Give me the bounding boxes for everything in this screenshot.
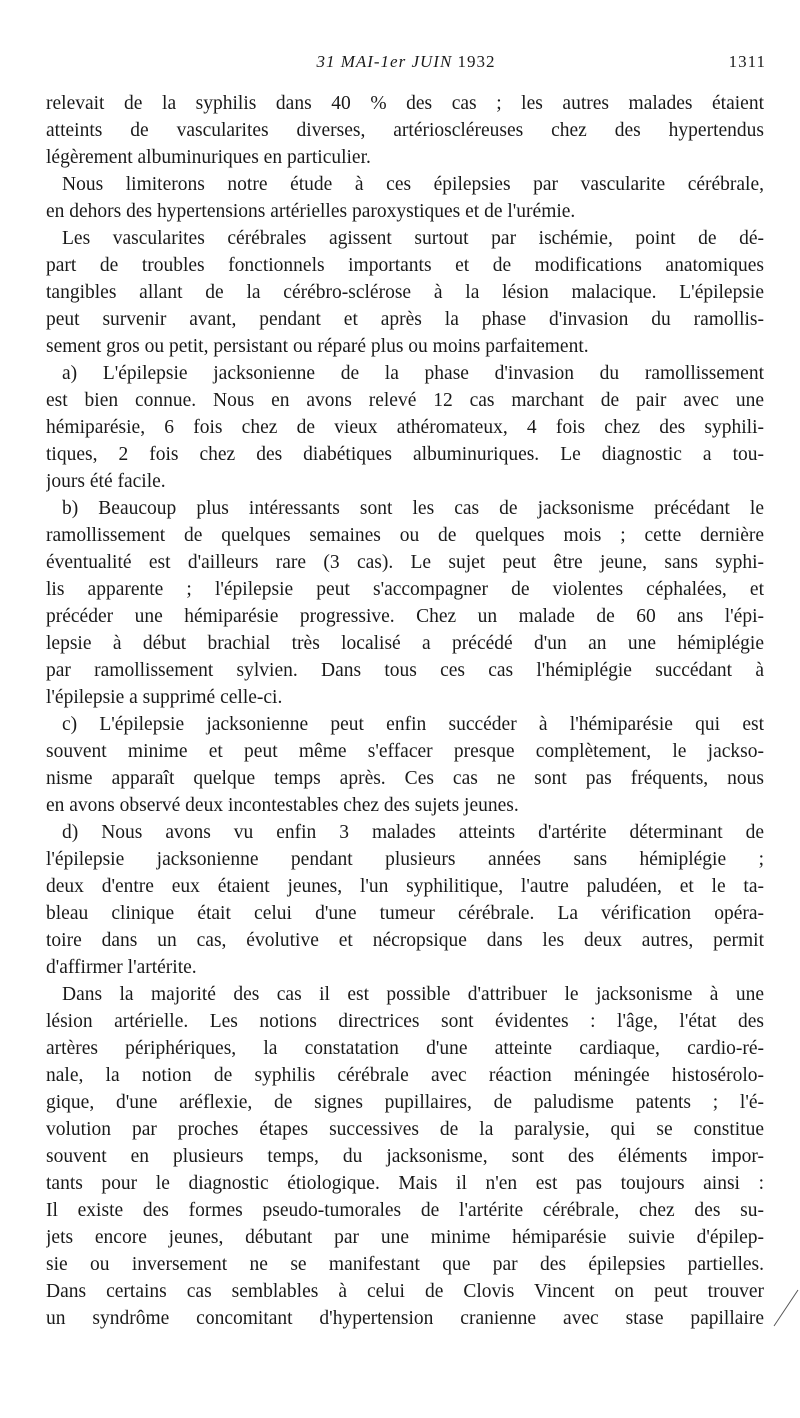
text-line: d) Nous avons vu enfin 3 malades atteints d'artérite déterminant de (62, 822, 764, 843)
text-line: volution par proches étapes successives de la paralysie, qui se constitue (46, 1119, 764, 1140)
text-line: jets encore jeunes, débutant par une minime hémiparésie suivie d'épilep- (46, 1227, 764, 1248)
issue-date (46, 52, 766, 72)
text-line: éventualité est d'ailleurs rare (3 cas). Le sujet peut être jeune, sans syphi- (46, 552, 764, 573)
text-line: précéder une hémiparésie progressive. Chez un malade de 60 ans l'épi- (46, 606, 764, 627)
text-line: b) Beaucoup plus intéressants sont les cas de jacksonisme précédant le (62, 498, 764, 519)
text-line: nisme apparaît quelque temps après. Ces cas ne sont pas fréquents, nous (46, 768, 764, 789)
text-line: un syndrôme concomitant d'hypertension cranienne avec stase papillaire (46, 1308, 764, 1329)
text-line: nale, la notion de syphilis cérébrale avec réaction méningée histosérolo- (46, 1065, 764, 1086)
text-line: gique, d'une aréflexie, de signes pupillaires, de paludisme patents ; l'é- (46, 1092, 764, 1113)
text-line: Dans certains cas semblables à celui de Clovis Vincent on peut trouver (46, 1281, 764, 1302)
text-line: a) L'épilepsie jacksonienne de la phase d'invasion du ramollissement (62, 363, 764, 384)
text-line: lésion artérielle. Les notions directrices sont évidentes : l'âge, l'état des (46, 1011, 764, 1032)
text-line: sie ou inversement ne se manifestant que par des épilepsies partielles. (46, 1254, 764, 1275)
text-line: souvent minime et peut même s'effacer presque complètement, le jackso- (46, 741, 764, 762)
text-line: lis apparente ; l'épilepsie peut s'accompagner de violentes céphalées, et (46, 579, 764, 600)
text-line: par ramollissement sylvien. Dans tous ces cas l'hémiplégie succédant à (46, 660, 764, 681)
text-line: en dehors des hypertensions artérielles paroxystiques et de l'urémie. (46, 201, 576, 222)
running-header (46, 52, 766, 82)
page-number: 1311 (728, 52, 766, 71)
text-line: toire dans un cas, évolutive et nécropsique dans les deux autres, permit (46, 930, 764, 951)
issue-year: 1932 (452, 52, 496, 71)
text-line: sement gros ou petit, persistant ou réparé plus ou moins parfaitement. (46, 336, 589, 357)
text-line: Les vascularites cérébrales agissent surtout par ischémie, point de dé- (62, 228, 764, 249)
text-line: Il existe des formes pseudo-tumorales de l'artérite cérébrale, chez des su- (46, 1200, 764, 1221)
text-line: relevait de la syphilis dans 40 % des cas ; les autres malades étaient (46, 93, 764, 114)
text-line: Dans la majorité des cas il est possible d'attribuer le jacksonisme à une (62, 984, 764, 1005)
text-line: tants pour le diagnostic étiologique. Mais il n'en est pas toujours ainsi : (46, 1173, 764, 1194)
text-line: artères périphériques, la constatation d'une atteinte cardiaque, cardio-ré- (46, 1038, 764, 1059)
text-line: bleau clinique était celui d'une tumeur cérébrale. La vérification opéra- (46, 903, 764, 924)
text-line: lepsie à début brachial très localisé a précédé d'un an une hémiplégie (46, 633, 764, 654)
text-line: part de troubles fonctionnels importants et de modifications anatomiques (46, 255, 764, 276)
text-line: atteints de vascularites diverses, artérioscléreuses chez des hypertendus (46, 120, 764, 141)
issue-months: MAI-1er JUIN (340, 52, 453, 71)
text-line: l'épilepsie a supprimé celle-ci. (46, 687, 283, 708)
text-line: l'épilepsie jacksonienne pendant plusieurs années sans hémiplégie ; (46, 849, 764, 870)
text-line: ramollissement de quelques semaines ou de quelques mois ; cette dernière (46, 525, 764, 546)
text-line: légèrement albuminuriques en particulier. (46, 147, 371, 168)
text-line: jours été facile. (46, 471, 166, 492)
text-line: tiques, 2 fois chez des diabétiques albuminuriques. Le diagnostic a tou- (46, 444, 764, 465)
text-line: d'affirmer l'artérite. (46, 957, 197, 978)
text-line: peut survenir avant, pendant et après la phase d'invasion du ramollis- (46, 309, 764, 330)
text-line: Nous limiterons notre étude à ces épilepsies par vascularite cérébrale, (62, 174, 764, 195)
text-line: souvent en plusieurs temps, du jacksonisme, sont des éléments impor- (46, 1146, 764, 1167)
text-line: deux d'entre eux étaient jeunes, l'un syphilitique, l'autre paludéen, et le ta- (46, 876, 764, 897)
body-text (46, 90, 764, 1332)
issue-day: 31 (316, 52, 341, 71)
margin-pencil-mark (770, 1288, 800, 1328)
text-line: c) L'épilepsie jacksonienne peut enfin succéder à l'hémiparésie qui est (62, 714, 764, 735)
text-line: en avons observé deux incontestables chez des sujets jeunes. (46, 795, 519, 816)
text-line: est bien connue. Nous en avons relevé 12 cas marchant de pair avec une (46, 390, 764, 411)
text-line: hémiparésie, 6 fois chez de vieux athéromateux, 4 fois chez des syphili- (46, 417, 764, 438)
text-line: tangibles allant de la cérébro-sclérose à la lésion malacique. L'épilepsie (46, 282, 764, 303)
